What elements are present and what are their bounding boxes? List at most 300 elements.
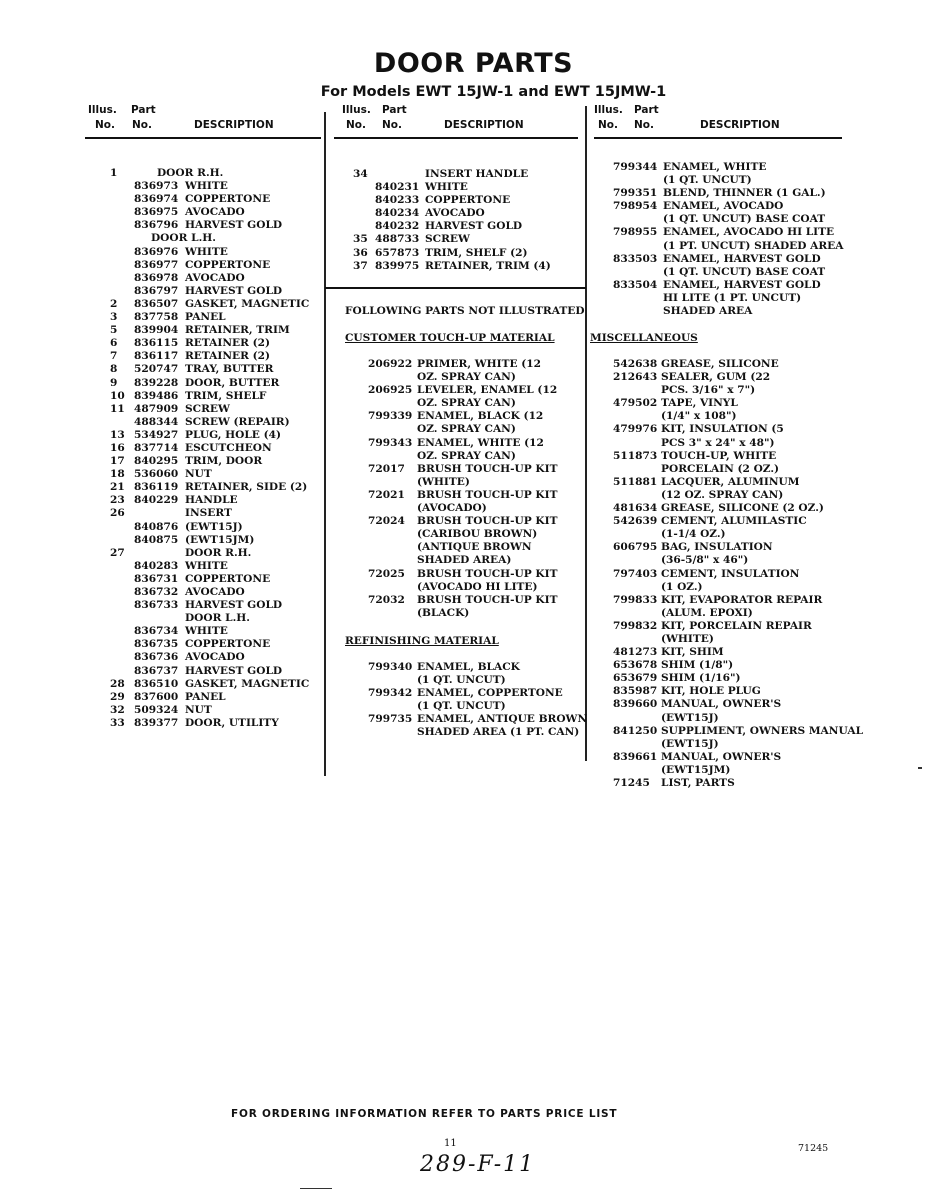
part-description: DOOR, UTILITY [185,716,279,729]
table-row [613,685,863,698]
illus-number: 13 [110,428,125,441]
table-row [368,384,583,397]
table-row [613,423,863,436]
part-number: 72025 [368,567,405,580]
part-description: KIT, INSULATION (5 [661,423,784,436]
table-row [110,311,320,324]
part-description: CEMENT, INSULATION [661,567,800,580]
part-description: HARVEST GOLD [185,219,283,232]
header-description: DESCRIPTION [444,119,524,131]
part-number: 797403 [613,567,658,580]
table-row [613,226,853,239]
part-number: 836117 [134,350,179,363]
part-number: 206922 [368,358,413,370]
part-number: 72032 [368,593,405,606]
part-description: KIT, HOLE PLUG [661,685,761,698]
table-row [110,599,320,612]
part-number: 799735 [368,713,413,726]
table-row-continuation [368,502,583,515]
part-number: 836974 [134,193,179,206]
table-row [110,298,320,311]
miscellaneous-list [613,358,863,790]
part-description: ENAMEL, HARVEST GOLD [663,252,821,265]
illus-number: 21 [110,481,125,494]
part-number: 212643 [613,371,658,384]
document-number: 71245 [798,1143,829,1154]
table-row [110,534,320,547]
table-row [110,468,320,481]
part-description: (1 QT. UNCUT) [417,700,506,713]
table-row [368,437,583,450]
header-part: Part [382,104,407,116]
not-illustrated-note: FOLLOWING PARTS NOT ILLUSTRATED [345,305,585,317]
part-number: 542638 [613,358,658,370]
table-row [110,717,320,730]
part-description: WHITE [185,180,228,193]
part-description: ENAMEL, ANTIQUE BROWN [417,713,588,726]
table-row-continuation [613,437,863,450]
section-rule-middle [325,287,586,289]
part-description: AVOCADO [185,271,245,284]
header-illus-no: No. [346,119,366,131]
part-number: 799339 [368,410,413,423]
part-number: 799833 [613,593,658,606]
part-number: 836733 [134,599,179,612]
part-number: 839228 [134,376,179,389]
table-row [368,463,583,476]
part-description: OZ. SPRAY CAN) [417,397,516,410]
part-number: 798954 [613,200,658,213]
part-description: SHIM (1/8") [661,659,734,672]
part-number: 840295 [134,455,179,468]
table-row [613,358,863,371]
table-row-continuation [368,397,583,410]
touchup-list [368,358,583,620]
table-row [110,455,320,468]
part-description: (1/4" x 108") [661,410,737,423]
column-divider-right [585,106,587,761]
table-row [353,207,583,220]
part-description: SCREW (REPAIR) [185,415,290,428]
part-description: (AVOCADO) [417,502,487,515]
table-row-continuation [368,541,583,554]
header-part: Part [131,104,156,116]
part-number: 799344 [613,161,658,173]
illus-number: 9 [110,376,118,389]
part-description: BRUSH TOUCH-UP KIT [417,567,558,580]
illus-number: 34 [353,168,368,180]
part-number: 836797 [134,284,179,297]
table-row [368,594,583,607]
table-row [110,691,320,704]
part-number: 836507 [134,297,179,310]
table-row-continuation [613,384,863,397]
table-row [110,246,320,259]
part-description: NUT [185,468,212,481]
refinishing-list [368,661,588,740]
table-row [110,612,320,625]
table-row [368,515,583,528]
table-row-continuation [613,410,863,423]
table-row [613,725,863,738]
section-heading-miscellaneous: MISCELLANEOUS [590,332,698,344]
table-row [613,253,853,266]
header-illus: Illus. [342,104,371,116]
part-description: (EWT15J) [185,520,243,533]
table-row [110,586,320,599]
part-description: WHITE [185,245,228,258]
header-part-no: No. [634,119,654,131]
part-number: 71245 [613,777,650,789]
part-number: 799342 [368,687,413,700]
part-number: 206925 [368,384,413,397]
part-description: OZ. SPRAY CAN) [417,423,516,436]
part-number: 836737 [134,664,179,677]
part-number: 488344 [134,415,179,428]
part-description: DOOR L.H. [151,232,216,245]
part-description: RETAINER (2) [185,337,271,350]
table-row-continuation [613,581,863,594]
table-row [110,350,320,363]
header-illus: Illus. [594,104,623,116]
part-description: OZ. SPRAY CAN) [417,371,516,384]
table-row-continuation [368,423,583,436]
part-description: PLUG, HOLE (4) [185,428,281,441]
refinishing-list-continued [613,161,853,318]
table-row [613,515,863,528]
part-description: PORCELAIN (2 OZ.) [661,462,780,475]
table-row [613,751,863,764]
part-number: 606795 [613,541,658,554]
part-number: 833503 [613,252,658,265]
table-row [613,698,863,711]
part-description: ENAMEL, COPPERTONE [417,687,563,700]
section-heading-touchup: CUSTOMER TOUCH-UP MATERIAL [345,332,555,344]
table-row [353,247,583,260]
table-row [368,568,583,581]
part-description: MANUAL, OWNER'S [661,698,782,711]
illus-number: 2 [110,297,118,310]
illus-number: 27 [110,546,125,559]
table-row [110,272,320,285]
part-number: 836976 [134,245,179,258]
part-description: (WHITE) [661,632,714,645]
part-number: 836119 [134,481,179,494]
part-description: CEMENT, ALUMILASTIC [661,515,807,528]
illus-number: 10 [110,389,125,402]
part-description: (BLACK) [417,606,470,619]
table-row [110,219,320,232]
part-description: DOOR, BUTTER [185,376,280,389]
table-row [110,206,320,219]
table-row [613,450,863,463]
table-row [613,659,863,672]
part-number: 840875 [134,533,179,546]
table-row [353,260,583,273]
table-row [110,337,320,350]
part-description: (1 QT. UNCUT) BASE COAT [663,265,826,278]
illus-number: 32 [110,703,125,716]
part-number: 839904 [134,324,179,337]
part-number: 509324 [134,703,179,716]
table-row-continuation [613,489,863,502]
illus-number: 16 [110,441,125,454]
illus-number: 26 [110,507,125,520]
part-description: ENAMEL, BLACK [417,661,520,673]
part-description: (EWT15JM) [185,533,255,546]
part-description: (ANTIQUE BROWN [417,541,532,554]
table-row [613,397,863,410]
part-number: 481273 [613,646,658,659]
part-description: (EWT15J) [661,711,719,724]
part-number: 653679 [613,672,658,685]
illus-number: 18 [110,468,125,481]
table-row [613,476,863,489]
part-description: (WHITE) [417,475,470,488]
part-description: RETAINER, TRIM (4) [425,259,551,272]
part-number: 839661 [613,750,658,763]
part-description: WHITE [425,181,468,194]
table-row [110,442,320,455]
table-row [368,358,583,371]
page-title: DOOR PARTS [373,48,574,79]
part-number: 840234 [375,207,420,220]
header-illus-no: No. [95,119,115,131]
part-number: 520747 [134,363,179,376]
table-row [110,167,320,180]
part-description: TRIM, SHELF [185,389,267,402]
parts-list-left [110,167,320,730]
part-description: MANUAL, OWNER'S [661,750,782,763]
illus-number: 7 [110,350,118,363]
part-description: (1 OZ.) [661,580,703,593]
part-description: GASKET, MAGNETIC [185,677,310,690]
part-number: 836510 [134,677,179,690]
part-number: 840233 [375,194,420,207]
table-row [368,687,583,700]
part-number: 839975 [375,259,420,272]
part-number: 72024 [368,515,405,528]
part-description: SUPPLIMENT, OWNERS MANUAL [661,724,864,737]
part-number: 836796 [134,219,179,232]
part-description: DOOR R.H. [157,167,224,179]
table-row [110,560,320,573]
part-description: BAG, INSULATION [661,541,773,554]
part-number: 511873 [613,449,658,462]
illus-number: 17 [110,455,125,468]
column-divider-left [324,112,326,776]
table-row [110,704,320,717]
part-description: (CARIBOU BROWN) [417,528,538,541]
table-row [110,377,320,390]
part-description: COPPERTONE [185,638,271,651]
illus-number: 37 [353,259,368,272]
table-row-continuation [613,607,863,620]
table-row [368,713,588,726]
part-description: BRUSH TOUCH-UP KIT [417,462,558,475]
part-description: (EWT15JM) [661,763,731,776]
part-description: ENAMEL, HARVEST GOLD [663,278,821,291]
part-description: COPPERTONE [185,572,271,585]
illus-number: 6 [110,337,118,350]
part-description: ESCUTCHEON [185,441,272,454]
table-row-continuation [368,700,583,713]
table-row [110,416,320,429]
part-number: 839377 [134,716,179,729]
part-number: 487909 [134,402,179,415]
header-part: Part [634,104,659,116]
table-row [110,324,320,337]
part-description: RETAINER, SIDE (2) [185,481,308,494]
part-description: LACQUER, ALUMINUM [661,475,800,488]
table-row [110,429,320,442]
table-row [613,672,863,685]
table-row [368,661,583,674]
table-row [613,279,853,292]
scan-mark [918,767,922,769]
part-number: 836734 [134,625,179,638]
table-row [613,646,863,659]
table-row-continuation [368,450,583,463]
table-row [110,521,320,534]
part-description: ENAMEL, AVOCADO [663,200,784,213]
part-number: 837758 [134,311,179,324]
table-row [613,200,853,213]
part-number: 511881 [613,475,658,488]
table-row-continuation [368,371,583,384]
table-row [613,594,863,607]
table-row [613,502,863,515]
part-description: WHITE [185,559,228,572]
part-description: (36-5/8" x 46") [661,554,749,567]
part-description: SHIM (1/16") [661,672,741,685]
table-row-continuation [613,554,863,567]
part-number: 542639 [613,515,658,528]
table-row-continuation [613,240,853,253]
table-row-continuation [613,174,853,187]
part-description: BRUSH TOUCH-UP KIT [417,488,558,501]
part-description: TRIM, DOOR [185,455,263,468]
part-description: HI LITE (1 PT. UNCUT) [663,291,802,304]
table-row-continuation [368,476,583,489]
parts-list-middle [353,168,583,273]
table-row [353,168,583,181]
part-number: 653678 [613,659,658,672]
handwritten-annotation: 289-F-11 [420,1152,536,1177]
scan-mark [300,1188,332,1189]
part-description: (12 OZ. SPRAY CAN) [661,488,784,501]
part-description: RETAINER, TRIM [185,324,290,337]
part-number: 839486 [134,389,179,402]
table-row-continuation [613,528,863,541]
part-description: TRIM, SHELF (2) [425,246,528,259]
table-row [110,494,320,507]
part-number: 837714 [134,441,179,454]
part-description: (1 QT. UNCUT) BASE COAT [663,213,826,226]
part-number: 835987 [613,685,658,698]
table-row [110,285,320,298]
part-description: PANEL [185,690,226,703]
part-number: 799340 [368,661,413,673]
part-number: 840229 [134,494,179,507]
illus-number: 28 [110,677,125,690]
header-description: DESCRIPTION [700,119,780,131]
part-description: PRIMER, WHITE (12 [417,358,541,370]
part-description: ENAMEL, BLACK (12 [417,410,544,423]
table-row [613,541,863,554]
part-description: ENAMEL, WHITE [663,161,767,173]
table-row [353,181,583,194]
part-number: 534927 [134,428,179,441]
part-description: BLEND, THINNER (1 GAL.) [663,187,826,200]
part-description: LIST, PARTS [661,777,735,789]
part-description: TRAY, BUTTER [185,363,274,376]
part-description: (EWT15J) [661,737,719,750]
part-number: 798955 [613,226,658,239]
part-description: INSERT HANDLE [425,168,529,180]
table-row [110,678,320,691]
part-number: 836975 [134,206,179,219]
table-row-continuation [613,292,853,305]
table-row [110,390,320,403]
table-row [110,193,320,206]
table-row-continuation [613,213,853,226]
part-number: 841250 [613,724,658,737]
part-number: 536060 [134,468,179,481]
table-row [353,220,583,233]
table-row-continuation [613,266,853,279]
part-number: 72017 [368,462,405,475]
part-description: GREASE, SILICONE (2 OZ.) [661,502,824,515]
header-illus: Illus. [88,104,117,116]
part-description: HARVEST GOLD [425,220,523,233]
table-row-continuation [368,581,583,594]
part-number: 481634 [613,502,658,515]
header-part-no: No. [132,119,152,131]
page-subtitle: For Models EWT 15JW-1 and EWT 15JMW-1 [320,84,667,100]
part-description: (1-1/4 OZ.) [661,528,726,541]
part-description: ENAMEL, AVOCADO HI LITE [663,226,835,239]
table-row [368,489,583,502]
table-row [613,568,863,581]
part-number: 840231 [375,181,420,194]
table-row [110,651,320,664]
part-description: WHITE [185,625,228,638]
table-row-continuation [613,463,863,476]
table-row [353,194,583,207]
table-row [368,410,583,423]
part-number: 836731 [134,572,179,585]
part-description: NUT [185,703,212,716]
part-description: COPPERTONE [185,193,271,206]
part-description: INSERT [185,507,232,520]
part-description: HANDLE [185,494,238,507]
table-row [110,625,320,638]
part-description: (1 PT. UNCUT) SHADED AREA [663,239,844,252]
header-description: DESCRIPTION [194,119,274,131]
part-description: SHADED AREA) [417,554,512,567]
table-row-continuation [613,738,863,751]
part-description: DOOR R.H. [185,546,252,559]
part-description: KIT, SHIM [661,646,724,659]
table-row [613,777,863,790]
header-rule-middle [334,137,578,139]
part-description: OZ. SPRAY CAN) [417,449,516,462]
table-row-continuation [613,633,863,646]
part-number: 799832 [613,619,658,632]
part-description: HARVEST GOLD [185,664,283,677]
part-number: 836977 [134,258,179,271]
